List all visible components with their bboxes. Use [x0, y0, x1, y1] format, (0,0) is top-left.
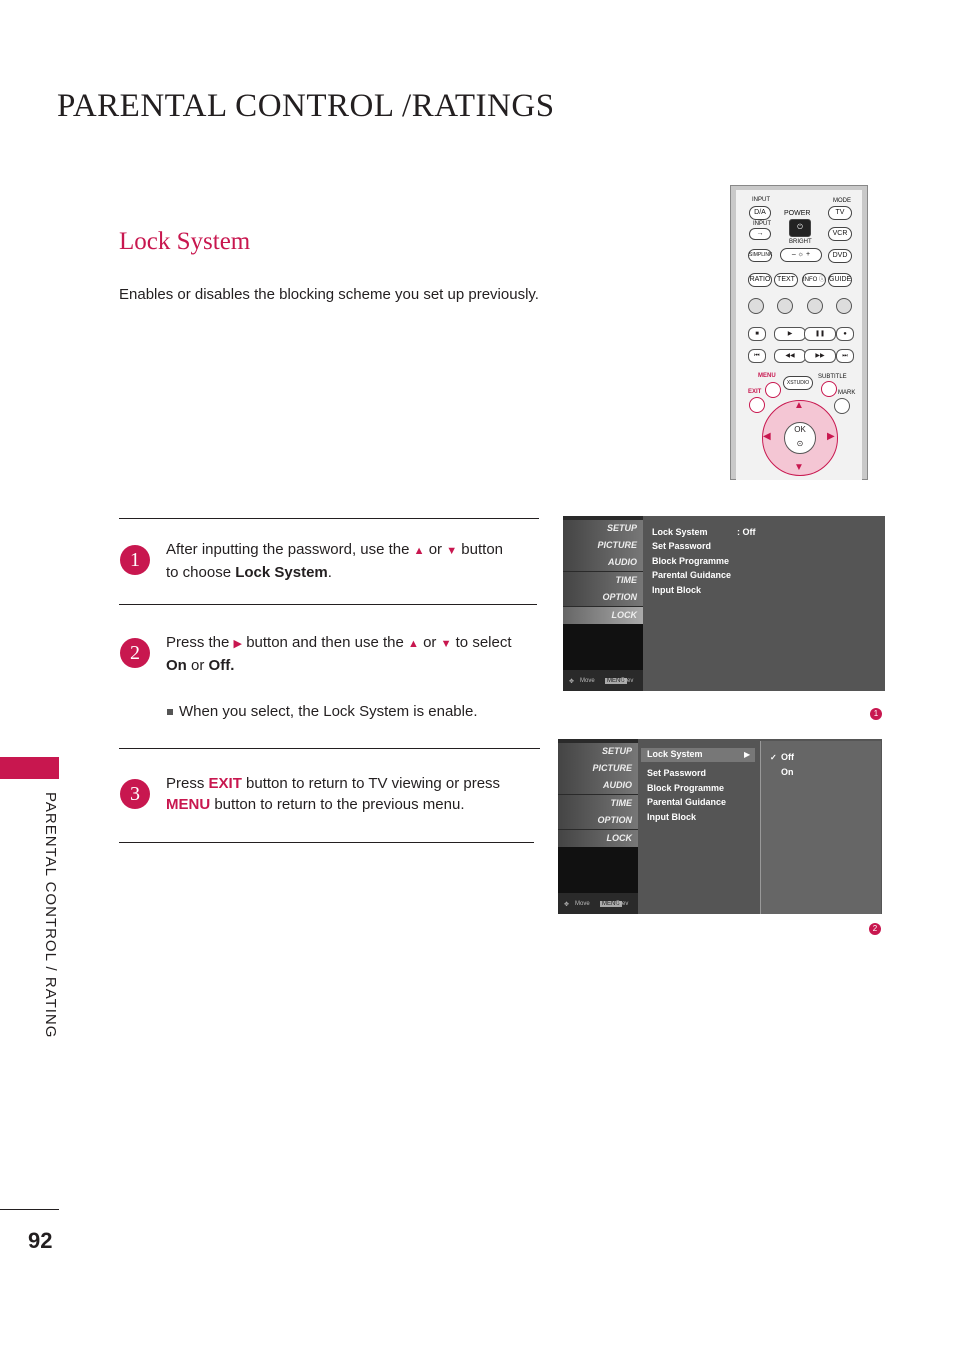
skip-forward-icon[interactable]: ⏭: [836, 349, 854, 363]
step-2-text-a: Press the: [166, 634, 230, 651]
remote-mark-label: MARK: [838, 390, 856, 396]
step-2-number: 2: [120, 638, 150, 668]
step-3-text-a: Press: [166, 775, 205, 792]
step-rule-bottom: [119, 842, 534, 843]
step-1-number: 1: [120, 545, 150, 575]
move-icon: ✥: [569, 679, 575, 685]
step-2-off: Off.: [208, 657, 235, 674]
power-icon[interactable]: ⏻: [789, 219, 811, 237]
step-1-period: .: [327, 564, 332, 581]
step-3-number: 3: [120, 779, 150, 809]
osd-1-item-input-block[interactable]: Input Block: [652, 585, 701, 595]
remote-bright-label: BRIGHT: [789, 239, 812, 245]
step-1-text-a: After inputting the password, use the: [166, 541, 410, 558]
osd-1-footer-move: Move: [580, 678, 595, 684]
step-3-text-c: button to return to the previous menu.: [214, 796, 465, 813]
step-rule-top: [119, 518, 539, 519]
note-text: When you select, the Lock System is enable.: [179, 703, 478, 720]
record-icon[interactable]: ●: [836, 327, 854, 341]
osd-2-item-parental-guidance[interactable]: Parental Guidance: [647, 797, 727, 807]
fast-forward-icon[interactable]: ▶▶: [804, 349, 836, 363]
osd-2-tab-option[interactable]: OPTION: [558, 812, 638, 829]
move-icon: ✥: [564, 902, 570, 908]
down-triangle-icon: ▼: [440, 638, 452, 650]
step-2-text-b: button and then use the: [246, 634, 404, 651]
osd-1-lock-value: : Off: [737, 527, 756, 537]
step-1-text: [166, 539, 503, 583]
step-1-lock-system: Lock System: [235, 564, 328, 581]
page-rule: [0, 1209, 59, 1210]
step-2-or: or: [423, 634, 437, 651]
osd-2-options-panel: [760, 741, 881, 914]
osd-1-footer-menu: MENU: [607, 678, 625, 684]
step-2-on: On: [166, 657, 187, 674]
osd-2-tab-picture[interactable]: PICTURE: [558, 760, 638, 777]
osd-2-tab-audio[interactable]: AUDIO: [558, 777, 638, 794]
subtitle-button[interactable]: [821, 381, 837, 397]
down-arrow-icon[interactable]: ▼: [794, 462, 804, 473]
osd-1-item-parental-guidance[interactable]: Parental Guidance: [652, 570, 732, 580]
osd-2-footer-prev: Prev: [616, 901, 629, 907]
remote-tv-button[interactable]: TV: [828, 206, 852, 220]
osd-2-option-on[interactable]: On: [781, 767, 794, 777]
osd-2-preview: [558, 847, 638, 893]
play-icon[interactable]: ▶: [774, 327, 806, 341]
remote-exit-label: EXIT: [748, 389, 762, 395]
rewind-icon[interactable]: ◀◀: [774, 349, 806, 363]
side-label: PARENTAL CONTROL / RATING: [42, 792, 59, 1039]
osd-1-preview: [563, 624, 643, 670]
osd-1-sidebar: [563, 516, 643, 691]
remote-input-label: INPUT: [752, 197, 770, 203]
osd-1-item-block-programme[interactable]: Block Programme: [652, 556, 730, 566]
remote-menu-label: MENU: [758, 373, 776, 379]
up-triangle-icon: ▲: [413, 545, 425, 557]
remote-da-button[interactable]: D/A: [749, 206, 771, 220]
osd-2-item-lock-system[interactable]: Lock System: [647, 749, 703, 759]
osd-2-item-set-password[interactable]: Set Password: [647, 768, 707, 778]
osd-1-item-lock-system[interactable]: Lock System: [652, 527, 708, 537]
mark-button[interactable]: [834, 398, 850, 414]
remote-panel: [736, 190, 862, 480]
skip-back-icon[interactable]: ⏮: [748, 349, 766, 363]
up-arrow-icon[interactable]: ▲: [794, 400, 804, 411]
osd-2-item-block-programme[interactable]: Block Programme: [647, 783, 725, 793]
remote-ratio-button[interactable]: RATIO: [748, 273, 772, 287]
step-1-text-c: to choose: [166, 564, 232, 581]
color-button-green[interactable]: [777, 298, 793, 314]
osd-2-sidebar: [558, 739, 638, 914]
checkmark-icon: ✓: [770, 753, 777, 762]
left-arrow-icon[interactable]: ◀: [763, 431, 771, 442]
osd-2-item-input-block[interactable]: Input Block: [647, 812, 696, 822]
osd-1-tab-time[interactable]: TIME: [563, 572, 643, 589]
section-title: Lock System: [119, 228, 251, 255]
remote-info-button[interactable]: INFO ⓘ: [802, 273, 826, 287]
osd-1-footer-prev: Prev: [621, 678, 634, 684]
step-3-text: [166, 773, 500, 815]
osd-2-tab-lock[interactable]: LOCK: [558, 830, 638, 847]
color-button-red[interactable]: [748, 298, 764, 314]
remote-dvd-button[interactable]: DVD: [828, 249, 852, 263]
step-2-or2: or: [191, 657, 205, 674]
step-rule-1: [119, 604, 537, 605]
stop-icon[interactable]: ■: [748, 327, 766, 341]
step-3-menu: MENU: [166, 796, 211, 813]
remote-xstudio-button[interactable]: XSTUDIO: [783, 376, 813, 390]
brightness-icon[interactable]: – ☼ +: [780, 248, 822, 262]
step-2-text: [166, 632, 512, 676]
color-button-yellow[interactable]: [807, 298, 823, 314]
bullet-square-icon: [167, 709, 173, 715]
osd-1-tab-audio[interactable]: AUDIO: [563, 554, 643, 571]
remote-ok-button[interactable]: OK ⊙: [784, 422, 816, 454]
exit-button[interactable]: [749, 397, 765, 413]
remote-mode-label: MODE: [833, 198, 851, 204]
osd-2-tab-time[interactable]: TIME: [558, 795, 638, 812]
up-triangle-icon: ▲: [408, 638, 419, 650]
osd-1-tab-picture[interactable]: PICTURE: [563, 537, 643, 554]
osd-1-item-set-password[interactable]: Set Password: [652, 541, 712, 551]
right-arrow-icon[interactable]: ▶: [827, 431, 835, 442]
step-1-text-b: button: [461, 541, 504, 558]
step-rule-2: [119, 748, 540, 749]
note: [167, 703, 477, 720]
remote-simplink-button[interactable]: SIMPLINK: [748, 249, 772, 262]
step-3-exit: EXIT: [208, 775, 242, 792]
intro-text: Enables or disables the blocking scheme you set up previously.: [119, 286, 539, 303]
page-number: 92: [28, 1228, 53, 1253]
remote-text-button[interactable]: TEXT: [774, 273, 798, 287]
screen-2-marker: 2: [869, 923, 881, 935]
input-arrow-icon[interactable]: →: [749, 228, 771, 240]
remote-input2-label: INPUT: [753, 221, 771, 227]
remote-power-label: POWER: [784, 210, 811, 217]
step-2-text-c: to select: [455, 634, 512, 651]
osd-screen-2: [558, 739, 882, 914]
page-title: PARENTAL CONTROL /RATINGS: [57, 88, 555, 124]
pause-icon[interactable]: ❚❚: [804, 327, 836, 341]
remote-subtitle-label: SUBTITLE: [818, 374, 847, 380]
remote-guide-button[interactable]: GUIDE: [828, 273, 852, 287]
ok-label: OK: [794, 425, 806, 434]
osd-1-tab-lock[interactable]: LOCK: [563, 607, 643, 624]
osd-2-option-off[interactable]: Off: [781, 752, 794, 762]
osd-screen-1: [563, 516, 885, 691]
osd-1-tab-setup[interactable]: SETUP: [563, 520, 643, 537]
screen-1-marker: 1: [870, 708, 882, 720]
osd-1-tab-option[interactable]: OPTION: [563, 589, 643, 606]
osd-2-tab-setup[interactable]: SETUP: [558, 743, 638, 760]
right-triangle-icon: ▶: [233, 638, 243, 650]
remote-vcr-button[interactable]: VCR: [828, 227, 852, 241]
osd-2-footer-move: Move: [575, 901, 590, 907]
down-triangle-icon: ▼: [446, 545, 458, 557]
side-tab-marker: [0, 757, 59, 779]
osd-2-submenu-arrow-icon: ▶: [744, 750, 751, 759]
menu-button[interactable]: [765, 382, 781, 398]
step-3-text-b: button to return to TV viewing or press: [246, 775, 501, 792]
osd-2-footer-menu: MENU: [602, 901, 620, 907]
color-button-blue[interactable]: [836, 298, 852, 314]
step-1-or: or: [428, 541, 443, 558]
